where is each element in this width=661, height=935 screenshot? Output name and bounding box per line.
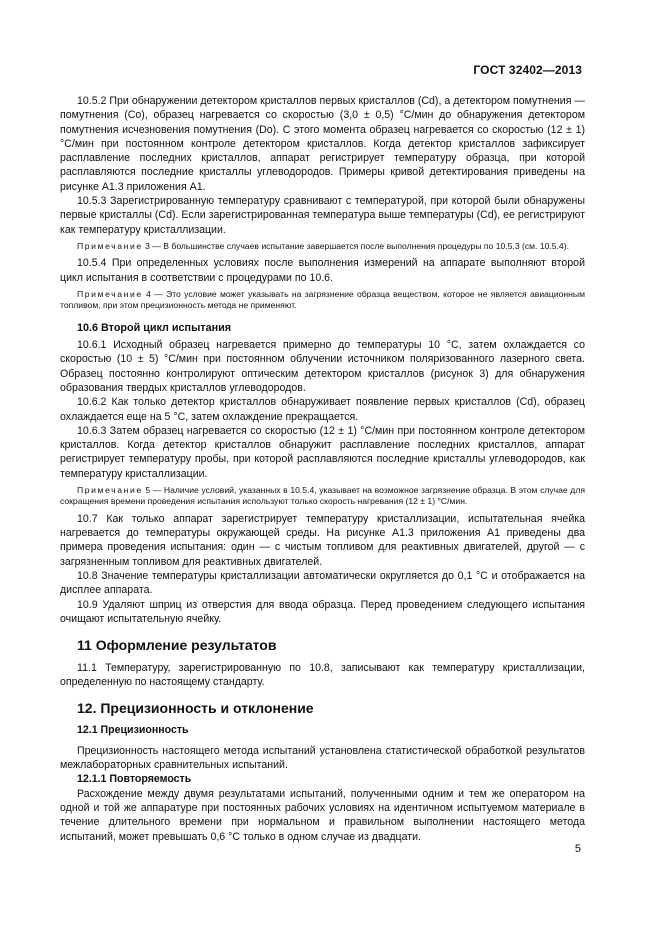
paragraph-12-1-1: Расхождение между двумя результатами испытаний, полученными одним и тем же оператором на одной и той же аппаратуре при постоянных рабочих условиях на идентичном испытуемом материале в течение длительного времени при нормальном и правильном выполнении настоящего метода испытаний, может превышать 0,6 °С только в одном случае из двадцати.	[60, 787, 585, 843]
paragraph-11-1: 11.1 Температуру, зарегистрированную по 10.8, записывают как температуру кристаллизации, определенную по настоящему стандарту.	[60, 661, 585, 688]
heading-12-1: 12.1 Прецизионность	[77, 724, 189, 737]
page-number: 5	[574, 843, 581, 855]
document-body	[60, 94, 585, 844]
standard-header: ГОСТ 32402—2013	[473, 63, 582, 77]
note-4	[60, 289, 585, 312]
paragraph-12-1: Прецизионность настоящего метода испытаний установлена статистической обработкой результатов межлабораторных сравнительных испытаний.	[60, 744, 585, 772]
paragraph-10-5-4: 10.5.4 При определенных условиях после выполнения измерений на аппарате выполняют второй цикл испытания в соответствии с процедурами по 10.6.	[60, 257, 585, 284]
note-5-label: Примечание	[77, 485, 143, 496]
heading-10-6: 10.6 Второй цикл испытания	[77, 321, 232, 334]
heading-section-12: 12. Прецизионность и отклонение	[77, 700, 314, 717]
paragraph-10-6-3: 10.6.3 Затем образец нагревается со скоростью (12 ± 1) °С/мин при постоянном контроле детектором кристаллов. Когда детектор кристаллов обнаружит расплавление последних кристаллов, аппарат регистрирует температуру пробы, при которой расплавляются последние кристаллы углеводородов, как температуру кристаллизации.	[60, 424, 585, 480]
note-5	[60, 485, 585, 508]
paragraph-10-5-2: 10.5.2 При обнаружении детектором кристаллов первых кристаллов (Cd), а детектором помутнения — помутнения (Co), образец нагревается со скоростью (3,0 ± 0,5) °С/мин до обнаружения детектором помутнения исчезновения помутнения (Do). С этого момента образец нагревается со скоростью (12 ± 1) °С/мин при постоянном контроле детектором кристаллов. Когда детектор кристаллов зафиксирует расплавление последних кристаллов, аппарат регистрирует температуру образца, при которой расплавляются последние кристаллы углеводородов. Примеры кривой детектирования приведены на рисунке А1.3 приложения А1.	[60, 95, 585, 193]
heading-section-11: 11 Оформление результатов	[77, 637, 277, 654]
paragraph-10-9: 10.9 Удаляют шприц из отверстия для ввода образца. Перед проведением следующего испытания очищают испытательную ячейку.	[60, 598, 585, 625]
note-3-text: 3 — В большинстве случаев испытание завершается после выполнения процедуры по 10.5.3 (см. 10.5.4).	[142, 240, 569, 251]
note-4-text: 4 — Это условие может указывать на загрязнение образца веществом, которое не является авиационным топливом, при этом прецизионность метода не применяют.	[60, 288, 585, 311]
paragraph-10-6-1: 10.6.1 Исходный образец нагревается примерно до температуры 10 °С, затем охлаждается со скоростью (10 ± 5) °С/мин при постоянном облучении источником поляризованного лазерного света. Образец постоянно контролируют оптическим детектором кристаллов (рисунок 3) для обнаружения образования твердых кристаллов углеводородов.	[60, 339, 585, 394]
note-4-label: Примечание	[77, 288, 143, 299]
paragraph-10-7: 10.7 Как только аппарат зарегистрирует температуру кристаллизации, испытательная ячейка нагревается до температуры окружающей среды. На рисунке А1.3 приложения А1 приведены два примера проведения испытания: один — с чистым топливом для реактивных двигателей, другой — с загрязненным топливом для реактивных двигателей.	[60, 512, 585, 568]
note-5-text: 5 — Наличие условий, указанных в 10.5.4, указывает на возможное загрязнение образца. В этом случае для сокращения времени проведения испытания используют только скорость нагревания (12 ± 1) °С/мин.	[60, 485, 585, 507]
paragraph-10-8: 10.8 Значение температуры кристаллизации автоматически округляется до 0,1 °С и отображается на дисплее аппарата.	[60, 570, 585, 597]
paragraph-10-6-2: 10.6.2 Как только детектор кристаллов обнаруживает появление первых кристаллов (Cd), образец охлаждается еще на 5 °С, затем охлаждение прекращается.	[60, 396, 585, 423]
note-3-label: Примечание	[77, 240, 143, 251]
heading-12-1-1: 12.1.1 Повторяемость	[77, 773, 192, 786]
paragraph-10-5-3: 10.5.3 Зарегистрированную температуру сравнивают с температурой, при которой были обнаружены первые кристаллы (Cd). Если зарегистрированная температура выше температуры (Cd), ее регистрируют как температуру кристаллизации.	[60, 195, 585, 236]
note-3	[60, 241, 585, 252]
